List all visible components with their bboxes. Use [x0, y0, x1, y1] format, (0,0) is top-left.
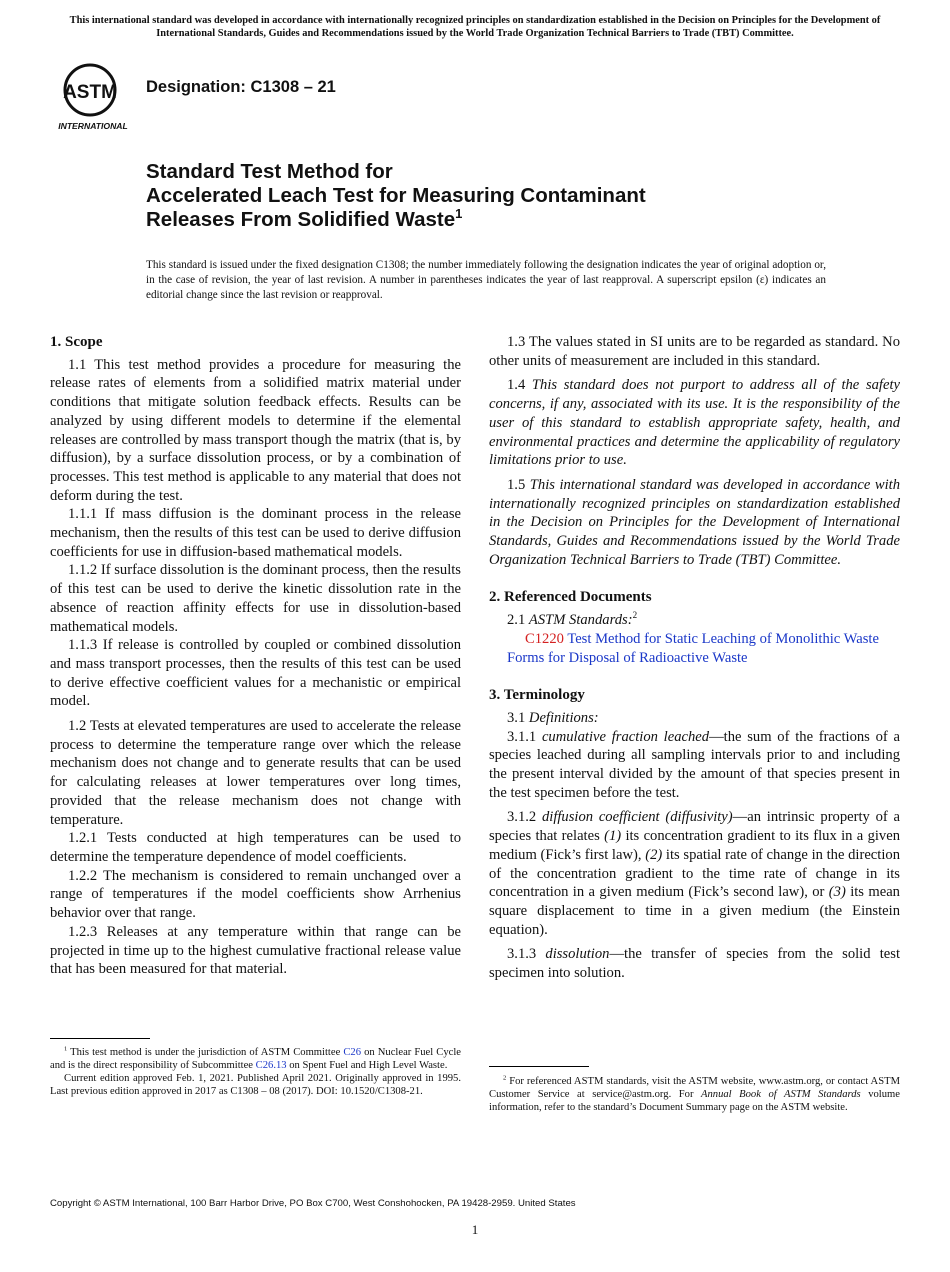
footnote-1-text-c: on Spent Fuel and High Level Waste. — [286, 1060, 448, 1071]
para-1-2-3: 1.2.3 Releases at any temperature within that range can be projected in time up to the highest cumulative fractional release value that has been measured for that material. — [50, 923, 461, 978]
copyright-line: Copyright © ASTM International, 100 Barr Harbor Drive, PO Box C700, West Conshohocken, PA 19428-2959. United States — [50, 1198, 576, 1209]
footnote-2-italic: Annual Book of ASTM Standards — [701, 1089, 861, 1100]
ref-code[interactable]: C1220 — [525, 630, 564, 647]
para-1-5-text: This international standard was developed in accordance with internationally recognized principles on standardization established in the Decision on Principles for the Development of International Standards, Guides and Recommendations issued by the World Trade Organization Technical Barriers to Trade (TBT) Committee. — [489, 476, 901, 568]
footnote-1 — [50, 1046, 461, 1098]
footnote-2-text-a: For referenced ASTM standards, visit the ASTM website, www.astm.org, or contact ASTM Customer Service at service@astm.org. For — [489, 1076, 900, 1100]
def-diffusion-m1: (1) — [604, 828, 622, 845]
para-2-1-label: ASTM Standards: — [528, 612, 633, 629]
para-3-1-2-num: 3.1.2 — [507, 809, 537, 826]
link-c26[interactable]: C26 — [343, 1047, 362, 1058]
title-line-3: Releases From Solidified Waste — [146, 208, 456, 231]
para-1-4-num: 1.4 — [507, 377, 526, 394]
def-diffusion-m2: (2) — [645, 846, 663, 863]
para-3-1-1 — [489, 728, 900, 803]
def-diffusion-a: —an intrinsic property of a species that relates — [489, 809, 901, 845]
para-1-5 — [489, 476, 900, 570]
section-heading-scope: 1. Scope — [50, 334, 103, 350]
footnote-1-mark: 1 — [64, 1045, 68, 1053]
astm-logo — [54, 58, 134, 134]
para-3-1 — [489, 709, 900, 728]
para-3-1-2 — [489, 808, 900, 939]
section-heading-referenced: 2. Referenced Documents — [489, 589, 652, 606]
title-line-2: Accelerated Leach Test for Measuring Contaminant — [146, 184, 646, 207]
title-line-1: Standard Test Method for — [146, 160, 393, 183]
designation: Designation: C1308 – 21 — [146, 78, 336, 96]
def-cumulative-fraction: —the sum of the fractions of a species leached during all sampling intervals prior to and including the present interval divided by the amount of that species present in the test specimen before the test. — [489, 728, 900, 801]
footnote-rule-left — [50, 1038, 150, 1039]
para-1-1: 1.1 This test method provides a procedure for measuring the release rates of elements from a solidified matrix material under conditions that mitigate solution feedback effects. Results can be analyzed by using different models to determine if the elemental releases are controlled by mass transport though the matrix (that is, by diffusion), by a surface dissolution process, or by a combination of processes. This test method is applicable to any material that does not deform during the test. — [50, 356, 461, 504]
para-3-1-3 — [489, 945, 900, 982]
para-1-4 — [489, 376, 900, 470]
term-diffusion-coefficient: diffusion coefficient (diffusivity) — [541, 809, 733, 826]
right-column — [489, 333, 900, 983]
def-diffusion-c: its spatial rate of change in the direction of the concentration gradient to the time rate of change in its concentration in a given medium (Fick’s second law), or — [489, 846, 900, 901]
footnote-1-edition: Current edition approved Feb. 1, 2021. Published April 2021. Originally approved in 1995. Last previous edition approved in 2017 as C1308 – 08 (2017). DOI: 10.1520/C1308-21. — [50, 1073, 461, 1097]
page-number: 1 — [471, 1222, 479, 1237]
para-1-1-3: 1.1.3 If release is controlled by coupled or combined dissolution and mass transport processes, then the results of this test can be used to derive effective coefficient values for a mechanistic or empirical model. — [50, 637, 461, 710]
ref-title[interactable]: Test Method for Static Leaching of Monolithic Waste Forms for Disposal of Radioactive Waste — [507, 630, 879, 666]
title-footnote-mark: 1 — [455, 206, 463, 222]
trade-notice: This international standard was developed in accordance with internationally recognized principles on standardization established in the Decision on Principles for the Development of International Standards, Guides and Recommendations issued by the World Trade Organization Technical Barriers to Trade (TBT) Committee. — [69, 15, 881, 39]
para-3-1-label: Definitions: — [528, 709, 599, 726]
astm-logo-graphic — [54, 58, 134, 134]
term-cumulative-fraction: cumulative fraction leached — [541, 728, 710, 745]
para-3-1-3-num: 3.1.3 — [507, 946, 537, 963]
footnote-1-text-a: This test method is under the jurisdiction of ASTM Committee — [67, 1047, 344, 1058]
footnote-2 — [489, 1075, 900, 1114]
footnote-2-text-b: volume information, refer to the standard’s Document Summary page on the ASTM website. — [489, 1089, 900, 1113]
logo-letters: ASTM — [63, 82, 117, 103]
para-1-1-2: 1.1.2 If surface dissolution is the dominant process, then the results of this test can be used to derive the kinetic dissolution rate in the absence of reaction affinity effects for use in dissolution-based mathematical models. — [50, 562, 461, 635]
def-diffusion-m3: (3) — [828, 884, 846, 901]
para-1-3: 1.3 The values stated in SI units are to be regarded as standard. No other units of measurement are included in this standard. — [489, 334, 900, 369]
para-2-1-mark: 2 — [632, 610, 638, 621]
def-diffusion-d: its mean square displacement to time in a given medium (the Einstein equation). — [489, 884, 900, 938]
term-dissolution: dissolution — [545, 946, 610, 963]
para-1-4-text: This standard does not purport to address all of the safety concerns, if any, associated with its use. It is the responsibility of the user of this standard to establish appropriate safety, health, and environmental practices and determine the applicability of regulatory limitations prior to use. — [489, 377, 900, 469]
reference-c1220[interactable] — [489, 630, 900, 667]
document-title — [146, 160, 846, 232]
footnote-1-text-b: on Nuclear Fuel Cycle and is the direct responsibility of Subcommittee — [50, 1047, 461, 1071]
footnote-rule-right — [489, 1066, 589, 1067]
left-column — [50, 333, 461, 979]
para-1-2: 1.2 Tests at elevated temperatures are used to accelerate the release process to determine the temperature range over which the release mechanism does not change and to generate results that can be used for calculating releases at lower temperatures over long times, provided that the release mechanism does not change with temperature. — [50, 718, 461, 828]
footnote-2-mark: 2 — [503, 1074, 507, 1082]
para-3-1-1-num: 3.1.1 — [507, 728, 537, 745]
logo-word: INTERNATIONAL — [58, 121, 128, 131]
para-1-5-num: 1.5 — [507, 476, 526, 493]
issued-statement: This standard is issued under the fixed designation C1308; the number immediately following the designation indicates the year of original adoption or, in the case of revision, the year of last revision. A number in parentheses indicates the year of last reapproval. A superscript epsilon (ε) indicates an editorial change since the last revision or reapproval. — [146, 259, 826, 301]
para-1-1-1: 1.1.1 If mass diffusion is the dominant process in the release mechanism, then the results of this test can be used to derive diffusion coefficients for use in diffusion-based mathematical models. — [50, 506, 461, 560]
para-1-2-2: 1.2.2 The mechanism is considered to remain unchanged over a range of temperatures if the model coefficients show Arrhenius behavior over that range. — [50, 867, 461, 922]
def-dissolution: —the transfer of species from the solid test specimen into solution. — [489, 946, 900, 982]
link-c26-13[interactable]: C26.13 — [255, 1060, 287, 1071]
para-1-2-1: 1.2.1 Tests conducted at high temperatures can be used to determine the temperature dependence of model coefficients. — [50, 830, 461, 865]
para-3-1-num: 3.1 — [507, 709, 526, 726]
para-2-1 — [489, 611, 900, 630]
para-2-1-num: 2.1 — [507, 612, 526, 629]
def-diffusion-b: its concentration gradient to its flux in a given medium (Fick’s first law), — [489, 828, 900, 863]
section-heading-terminology: 3. Terminology — [489, 687, 585, 704]
